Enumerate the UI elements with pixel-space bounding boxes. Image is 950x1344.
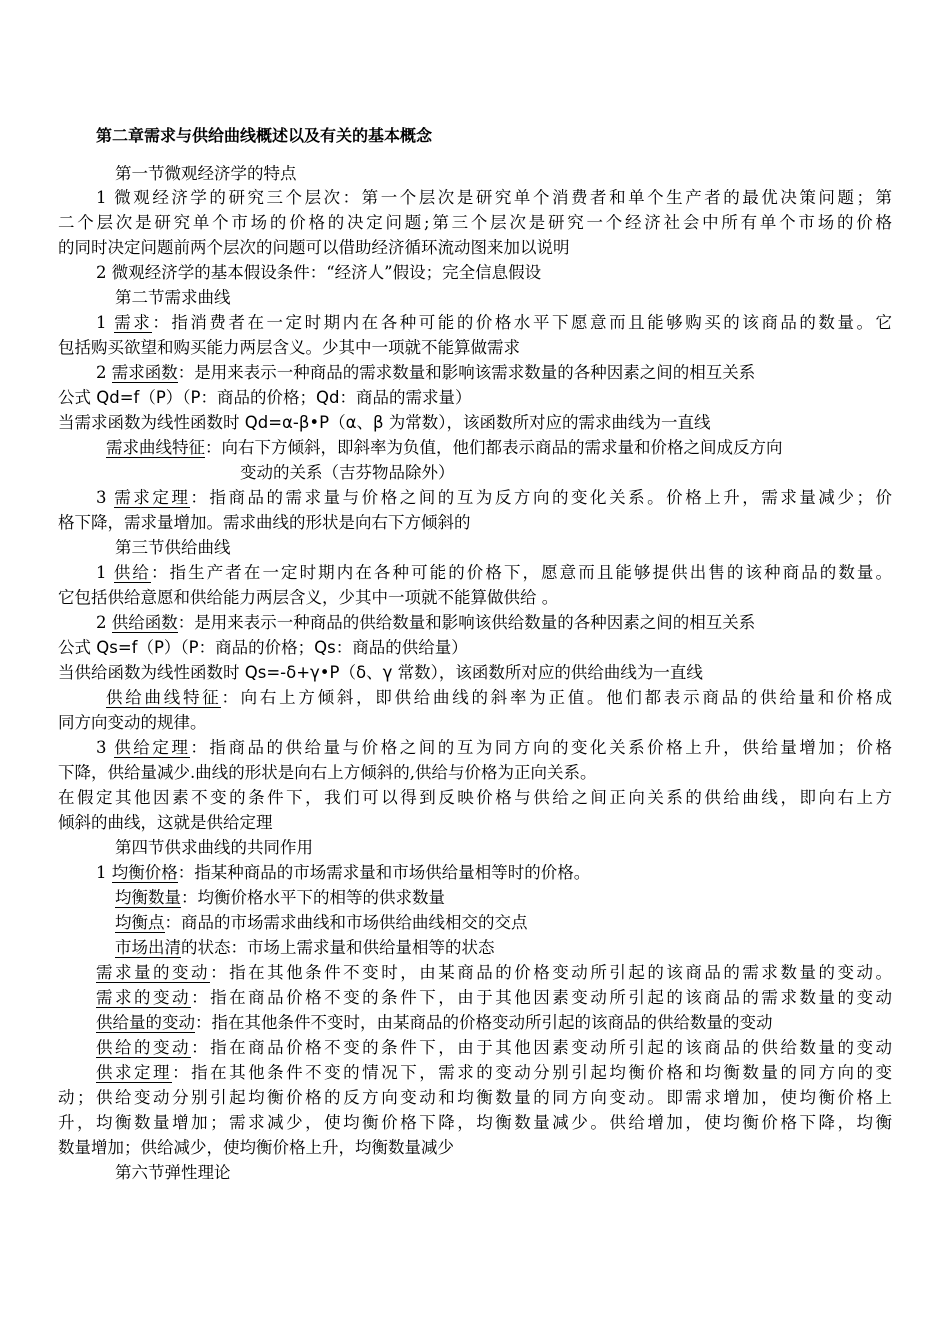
demand-law-line-1	[96, 487, 892, 509]
supply-curve-feature-text: ：向右上方倾斜，即供给曲线的斜率为正值。他们都表示商品的供给量和价格成	[221, 688, 893, 707]
quantity-demanded-change-term: 需求量的变动	[96, 963, 211, 982]
supply-function-number: 2	[96, 613, 112, 632]
supply-curve-feature-line-2: 同方向变动的规律。	[58, 713, 207, 732]
demand-def-text: ：指消费者在一定时期内在各种可能的价格水平下愿意而且能够购买的该商品的数量。它	[152, 313, 893, 332]
equilibrium-price-line	[96, 862, 590, 884]
supply-law-line-2: 下降，供给量减少.曲线的形状是向右上方倾斜的,供给与价格为正向关系。	[58, 763, 597, 782]
supply-demand-law-line-2: 动；供给变动分别引起均衡价格的反方向变动和均衡数量的同方向变动。即需求增加，使均衡价格上	[58, 1088, 892, 1107]
demand-function-text: ：是用来表示一种商品的需求数量和影响该需求数量的各种因素之间的相互关系	[177, 363, 756, 382]
supply-linear-function: 当供给函数为线性函数时 Qs=-δ+γ•P（δ、γ 常数），该函数所对应的供给曲线为一直线	[58, 663, 703, 682]
equilibrium-number: 1	[96, 863, 112, 882]
quantity-supplied-change-term: 供给量的变动	[96, 1013, 195, 1032]
section-heading-4: 第四节供求曲线的共同作用	[115, 838, 313, 857]
equilibrium-quantity-line	[115, 887, 445, 909]
demand-curve-feature-line-2: 变动的关系（吉芬物品除外）	[240, 463, 455, 482]
demand-change-line	[96, 987, 892, 1009]
equilibrium-point-line	[115, 912, 528, 934]
section-heading-1: 第一节微观经济学的特点	[115, 164, 297, 183]
supply-law-extra-line-2: 倾斜的曲线，这就是供给定理	[58, 813, 273, 832]
equilibrium-point-text: ：商品的市场需求曲线和市场供给曲线相交的交点	[164, 913, 528, 932]
paragraph-assumptions: 2 微观经济学的基本假设条件：“经济人”假设；完全信息假设	[96, 263, 542, 282]
supply-law-extra-line-1: 在假定其他因素不变的条件下，我们可以得到反映价格与供给之间正向关系的供给曲线，即向右上方	[58, 788, 892, 807]
supply-demand-law-text: ：指在其他条件不变的情况下，需求的变动分别引起均衡价格和均衡数量的同方向的变	[172, 1063, 893, 1082]
supply-demand-law-line-1	[96, 1062, 892, 1084]
equilibrium-point-term: 均衡点	[115, 913, 165, 932]
demand-function-term: 需求函数	[111, 363, 178, 382]
demand-formula: 公式 Qd=f（P）（P：商品的价格；Qd：商品的需求量）	[58, 388, 472, 407]
supply-curve-feature-term: 供给曲线特征	[106, 688, 222, 707]
supply-definition-line-2: 它包括供给意愿和供给能力两层含义，少其中一项就不能算做供给 。	[58, 588, 559, 607]
market-clearing-term: 市场出清	[115, 938, 181, 957]
supply-curve-feature-line-1	[106, 687, 892, 709]
supply-law-text: ：指商品的供给量与价格之间的互为同方向的变化关系价格上升，供给量增加；价格	[190, 738, 893, 757]
supply-function-text: ：是用来表示一种商品的供给数量和影响该供给数量的各种因素之间的相互关系	[177, 613, 756, 632]
market-clearing-line	[115, 937, 495, 959]
market-clearing-text: 的状态：市场上需求量和供给量相等的状态	[181, 938, 495, 957]
section-heading-3: 第三节供给曲线	[115, 538, 231, 557]
demand-law-number: 3	[96, 488, 115, 507]
quantity-demanded-change-text: ：指在其他条件不变时，由某商品的价格变动所引起的该商品的需求数量的变动。	[210, 963, 893, 982]
demand-law-line-2: 格下降，需求量增加。需求曲线的形状是向右下方倾斜的	[58, 513, 471, 532]
equilibrium-quantity-term: 均衡数量	[115, 888, 181, 907]
supply-demand-law-line-3: 升，均衡数量增加；需求减少，使均衡价格下降，均衡数量减少。供给增加，使均衡价格下降，均衡	[58, 1113, 892, 1132]
paragraph-levels-line-2: 二个层次是研究单个市场的价格的决定问题;第三个层次是研究一个经济社会中所有单个市场的价格	[58, 213, 892, 232]
equilibrium-price-term: 均衡价格	[111, 863, 178, 882]
supply-term: 供给	[113, 563, 151, 582]
quantity-supplied-change-text: ：指在其他条件不变时，由某商品的价格变动所引起的该商品的供给数量的变动	[195, 1013, 773, 1032]
supply-law-line-1	[96, 737, 892, 759]
demand-curve-feature-text: ：向右下方倾斜，即斜率为负值，他们都表示商品的需求量和价格之间成反方向	[205, 438, 783, 457]
demand-definition-line-1	[96, 312, 892, 334]
supply-demand-law-line-4: 数量增加；供给减少，使均衡价格上升，均衡数量减少	[58, 1138, 454, 1157]
paragraph-levels-line-1: 1 微观经济学的研究三个层次：第一个层次是研究单个消费者和单个生产者的最优决策问题；第	[96, 188, 892, 207]
demand-law-term: 需求定理	[114, 488, 191, 507]
demand-function-number: 2	[96, 363, 112, 382]
supply-law-term: 供给定理	[114, 738, 191, 757]
supply-function-line	[96, 612, 755, 634]
supply-change-line	[96, 1037, 892, 1059]
demand-curve-feature-term: 需求曲线特征	[106, 438, 205, 457]
demand-linear-function: 当需求函数为线性函数时 Qd=α-β•P（α、β 为常数），该函数所对应的需求曲线为一直线	[58, 413, 711, 432]
supply-change-term: 供给的变动	[96, 1038, 192, 1057]
supply-definition-line-1	[96, 562, 892, 584]
supply-demand-law-term: 供求定理	[96, 1063, 173, 1082]
demand-law-text: ：指商品的需求量与价格之间的互为反方向的变化关系。价格上升，需求量减少；价	[190, 488, 893, 507]
demand-function-line	[96, 362, 755, 384]
section-heading-2: 第二节需求曲线	[115, 288, 231, 307]
demand-term: 需求	[114, 313, 153, 332]
supply-def-text: ：指生产者在一定时期内在各种可能的价格下，愿意而且能够提供出售的该种商品的数量。	[150, 563, 893, 582]
equilibrium-price-text: ：指某种商品的市场需求量和市场供给量相等时的价格。	[177, 863, 591, 882]
quantity-demanded-change-line	[96, 962, 892, 984]
supply-def-number: 1	[96, 563, 114, 582]
chapter-title: 第二章需求与供给曲线概述以及有关的基本概念	[96, 126, 433, 145]
paragraph-levels-line-3: 的同时决定问题前两个层次的问题可以借助经济循环流动图来加以说明	[58, 238, 570, 257]
supply-function-term: 供给函数	[111, 613, 178, 632]
supply-law-number: 3	[96, 738, 115, 757]
section-heading-6: 第六节弹性理论	[115, 1163, 231, 1182]
demand-curve-feature-line-1	[106, 437, 783, 459]
supply-formula: 公式 Qs=f（P）（P：商品的价格；Qs：商品的供给量）	[58, 638, 468, 657]
quantity-supplied-change-line	[96, 1012, 773, 1034]
demand-change-term: 需求的变动	[96, 988, 192, 1007]
demand-def-number: 1	[96, 313, 115, 332]
demand-definition-line-2: 包括购买欲望和购买能力两层含义。少其中一项就不能算做需求	[58, 338, 520, 357]
supply-change-text: ：指在商品价格不变的条件下，由于其他因素变动所引起的该商品的供给数量的变动	[191, 1038, 893, 1057]
equilibrium-quantity-text: ：均衡价格水平下的相等的供求数量	[181, 888, 445, 907]
demand-change-text: ：指在商品价格不变的条件下，由于其他因素变动所引起的该商品的需求数量的变动	[191, 988, 893, 1007]
